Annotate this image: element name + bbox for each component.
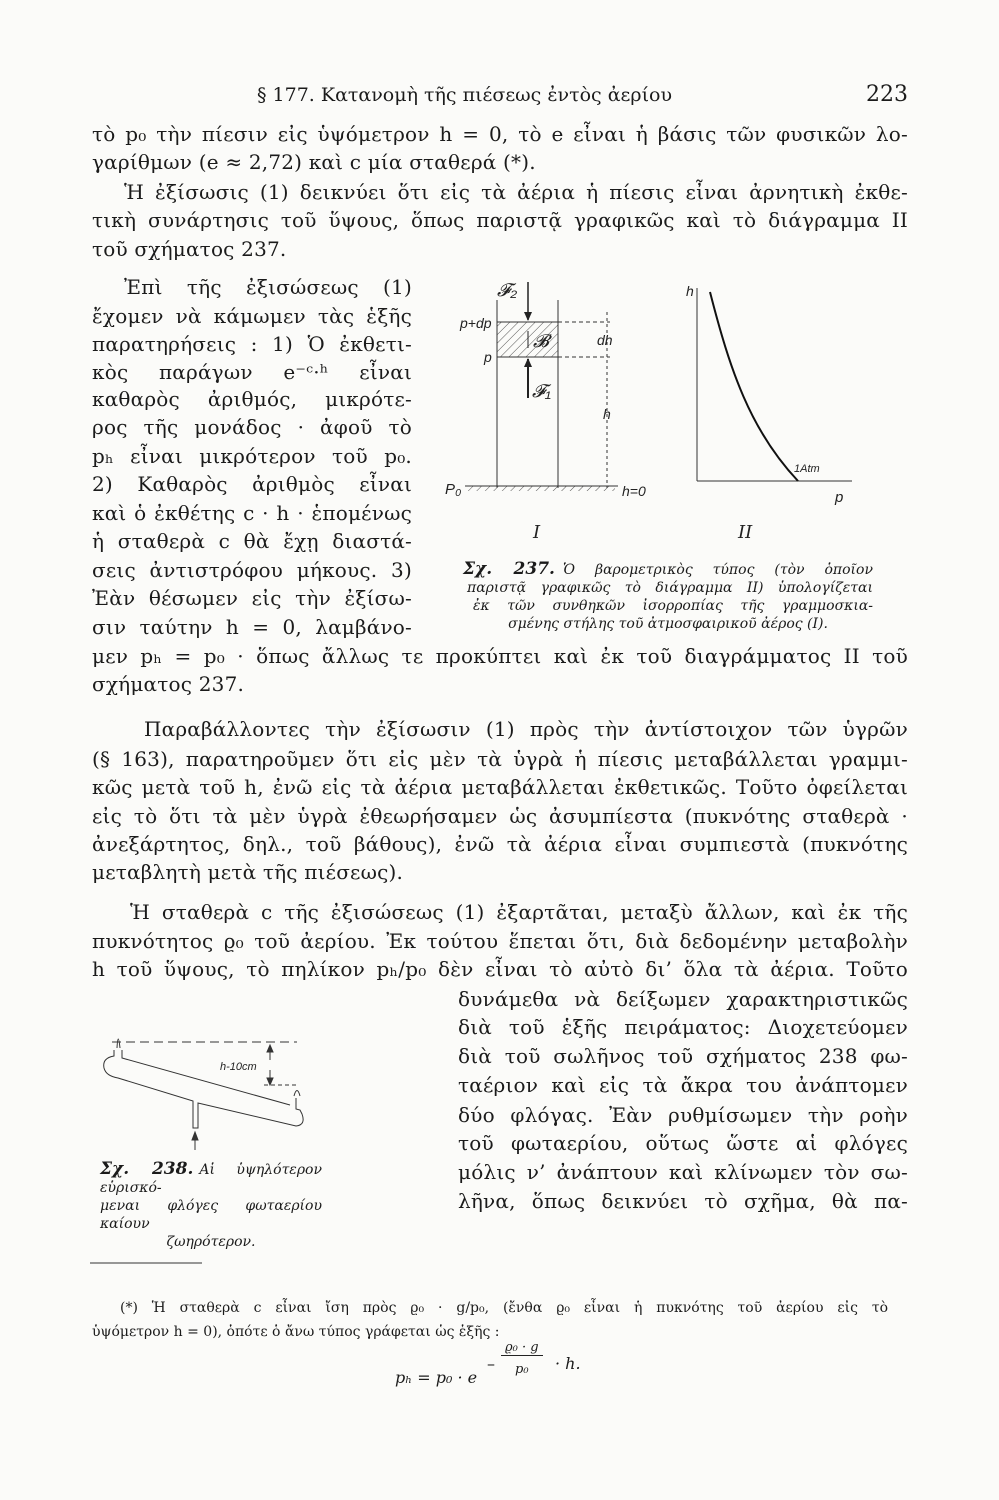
text-line: pₕ εἶναι μικρότερον τοῦ p₀. xyxy=(92,444,412,468)
axis-label-h: h xyxy=(686,283,694,299)
label-II: II xyxy=(738,522,753,543)
text-line: (§ 163), παρατηροῦμεν ὅτι εἰς μὲν τὰ ὑγρὰ ἡ πίεσις μεταβάλλεται γραμμι- xyxy=(92,747,908,771)
label-h: h xyxy=(603,406,611,422)
text-line: διὰ τοῦ ἑξῆς πειράματος: Διοχετεύομεν xyxy=(458,1015,908,1039)
caption-line: σμένης στήλης τοῦ ἀτμοσφαιρικοῦ ἀέρος (I). xyxy=(508,616,828,632)
text-line: μεταβλητὴ μετὰ τῆς πιέσεως). xyxy=(92,860,404,884)
running-header: § 177. Κατανομὴ τῆς πιέσεως ἐντὸς ἀερίου xyxy=(257,84,673,106)
label-h-10cm: h-10cm xyxy=(220,1061,257,1073)
footnote-line: (*) Ἡ σταθερὰ c εἶναι ἴση πρὸς ϱ₀ · g/p₀, (ἔνθα ϱ₀ εἶναι ἡ πυκνότης τοῦ ἀερίου εἰς τὸ xyxy=(120,1300,888,1316)
caption-line: ἐκ τῶν συνθηκῶν ἰσορροπίας τῆς γραμμοσκια- xyxy=(473,598,873,614)
text-line: Ἐὰν θέσωμεν εἰς τὴν ἐξίσω- xyxy=(92,586,412,610)
label-p0: P₀ xyxy=(445,481,462,498)
formula-lhs: pₕ = p₀ · e xyxy=(395,1368,478,1387)
label-p: p xyxy=(484,349,492,365)
caption-line: Ὁ βαρομετρικὸς τύπος (τὸν ὁποῖον xyxy=(562,562,873,578)
figure-238-caption xyxy=(100,1160,322,1251)
text-line: διὰ τοῦ σωλῆνος τοῦ σχήματος 238 φω- xyxy=(458,1044,908,1068)
ground-hatch xyxy=(465,486,615,491)
label-b: 𝓑 xyxy=(533,331,549,351)
text-line: τοῦ φωταερίου, οὕτως ὥστε αἱ φλόγες xyxy=(458,1131,908,1155)
text-line: ἔχομεν νὰ κάμωμεν τὰς ἑξῆς xyxy=(92,304,412,328)
formula-tail: · h. xyxy=(555,1354,581,1373)
label-h0: h=0 xyxy=(622,483,646,499)
text-line: εἰς τὸ ὅτι τὰ μὲν ὑγρὰ ἐθεωρήσαμεν ὡς ἀσυμπίεστα (πυκνότης σταθερὰ · xyxy=(92,804,908,828)
caption-line: μεναι φλόγες φωταερίου καίουν xyxy=(100,1198,322,1232)
text-line: γαρίθμων (e ≈ 2,72) καὶ c μία σταθερά (*). xyxy=(92,150,536,174)
text-line: τικὴ συνάρτησις τοῦ ὕψους, ὅπως παριστᾷ γραφικῶς καὶ τὸ διάγραμμα II xyxy=(92,208,908,232)
page-number: 223 xyxy=(866,82,908,107)
label-I: I xyxy=(533,522,541,543)
text-line: h τοῦ ὕψους, τὸ πηλίκον pₕ/p₀ δὲν εἶναι τὸ αὐτὸ δι’ ὅλα τὰ ἀέρια. Τοῦτο xyxy=(92,957,908,981)
barometric-curve xyxy=(710,292,798,481)
formula-exp-num: ϱ₀ · g xyxy=(501,1340,543,1356)
formula-exp-den: p₀ xyxy=(515,1362,529,1377)
caption-label: Σχ. 237. xyxy=(463,559,555,579)
text-line: Ἡ ἐξίσωσις (1) δεικνύει ὅτι εἰς τὰ ἀέρια ἡ πίεσις εἶναι ἀρνητικὴ ἐκθε- xyxy=(124,180,908,204)
figure-238-tube xyxy=(104,1039,303,1150)
text-line: ἀνεξάρτητος, δηλ., τοῦ βάθους), ἐνῶ τὰ ἀέρια εἶναι συμπιεστὰ (πυκνότης xyxy=(92,832,908,856)
text-line: καὶ ὁ ἐκθέτης c · h · ἑπομένως xyxy=(92,501,412,525)
text-line: δύο φλόγας. Ἐὰν ρυθμίσωμεν τὴν ροὴν xyxy=(458,1103,908,1127)
caption-label: Σχ. 238. xyxy=(100,1159,194,1179)
text-line: Ἡ σταθερὰ c τῆς ἐξισώσεως (1) ἐξαρτᾶται, μεταξὺ ἄλλων, καὶ ἐκ τῆς xyxy=(130,900,908,924)
text-line: δυνάμεθα νὰ δείξωμεν χαρακτηριστικῶς xyxy=(458,987,908,1011)
text-line: ρος τῆς μονάδος · ἀφοῦ τὸ xyxy=(92,415,412,439)
label-p-dp: p+dp xyxy=(460,315,492,331)
text-line: μεν pₕ = p₀ · ὅπως ἄλλως τε προκύπτει καὶ ἐκ τοῦ διαγράμματος II τοῦ xyxy=(92,644,908,668)
caption-line: ζωηρότερον. xyxy=(166,1234,256,1250)
label-f1: 𝓕₁ xyxy=(532,381,551,401)
text-line: ἡ σταθερὰ c θὰ ἔχῃ διαστά- xyxy=(92,529,412,553)
text-line: λῆνα, ὅπως δεικνύει τὸ σχῆμα, θὰ πα- xyxy=(458,1189,908,1213)
text-line: τοῦ σχήματος 237. xyxy=(92,237,287,261)
caption-line: Αἱ ὑψηλότερον εὑρισκό- xyxy=(100,1162,322,1196)
label-1atm: 1Atm xyxy=(794,463,820,475)
footnote-line: ὑψόμετρον h = 0), ὁπότε ὁ ἄνω τύπος γράφεται ὡς ἑξῆς : xyxy=(92,1324,500,1340)
text-line: πυκνότητος ϱ₀ τοῦ ἀερίου. Ἐκ τούτου ἕπεται ὅτι, διὰ δεδομένην μεταβολὴν xyxy=(92,929,908,953)
text-line: σχήματος 237. xyxy=(92,672,245,696)
text-line: μόλις ν’ ἀνάπτουν καὶ κλίνωμεν τὸν σω- xyxy=(458,1160,908,1184)
label-f2: 𝓕₂ xyxy=(497,280,518,300)
text-line: τὸ p₀ τὴν πίεσιν εἰς ὑψόμετρον h = 0, τὸ e εἶναι ἡ βάσις τῶν φυσικῶν λο- xyxy=(92,122,908,146)
axis-label-p: p xyxy=(835,489,844,506)
text-line: σεις ἀντιστρόφου μήκους. 3) xyxy=(92,558,412,582)
text-line: καθαρὸς ἀριθμός, μικρότε- xyxy=(92,387,412,411)
text-line: σιν ταύτην h = 0, λαμβάνο- xyxy=(92,615,412,639)
air-column-diagram xyxy=(445,280,646,543)
text-line: ταέριον καὶ εἰς τὰ ἄκρα του ἀνάπτομεν xyxy=(458,1073,908,1097)
text-line: κῶς μετὰ τοῦ h, ἐνῶ εἰς τὰ ἀέρια μεταβάλλεται ἐκθετικῶς. Τοῦτο ὀφείλεται xyxy=(92,775,908,799)
figure-237-caption xyxy=(463,560,873,633)
pressure-height-graph xyxy=(686,283,852,543)
caption-line: παριστᾷ γραφικῶς τὸ διάγραμμα II) ὑπολογίζεται xyxy=(467,580,873,596)
text-line: κὸς παράγων e⁻ᶜ·ʰ εἶναι xyxy=(92,360,412,384)
text-line: Παραβάλλοντες τὴν ἐξίσωσιν (1) πρὸς τὴν ἀντίστοιχον τῶν ὑγρῶν xyxy=(144,717,908,741)
text-line: παρατηρήσεις : 1) Ὁ ἐκθετι- xyxy=(92,332,412,356)
text-line: Ἐπὶ τῆς ἐξισώσεως (1) xyxy=(124,275,412,299)
label-dh: dh xyxy=(597,332,613,348)
text-line: 2) Καθαρὸς ἀριθμὸς εἶναι xyxy=(92,472,412,496)
